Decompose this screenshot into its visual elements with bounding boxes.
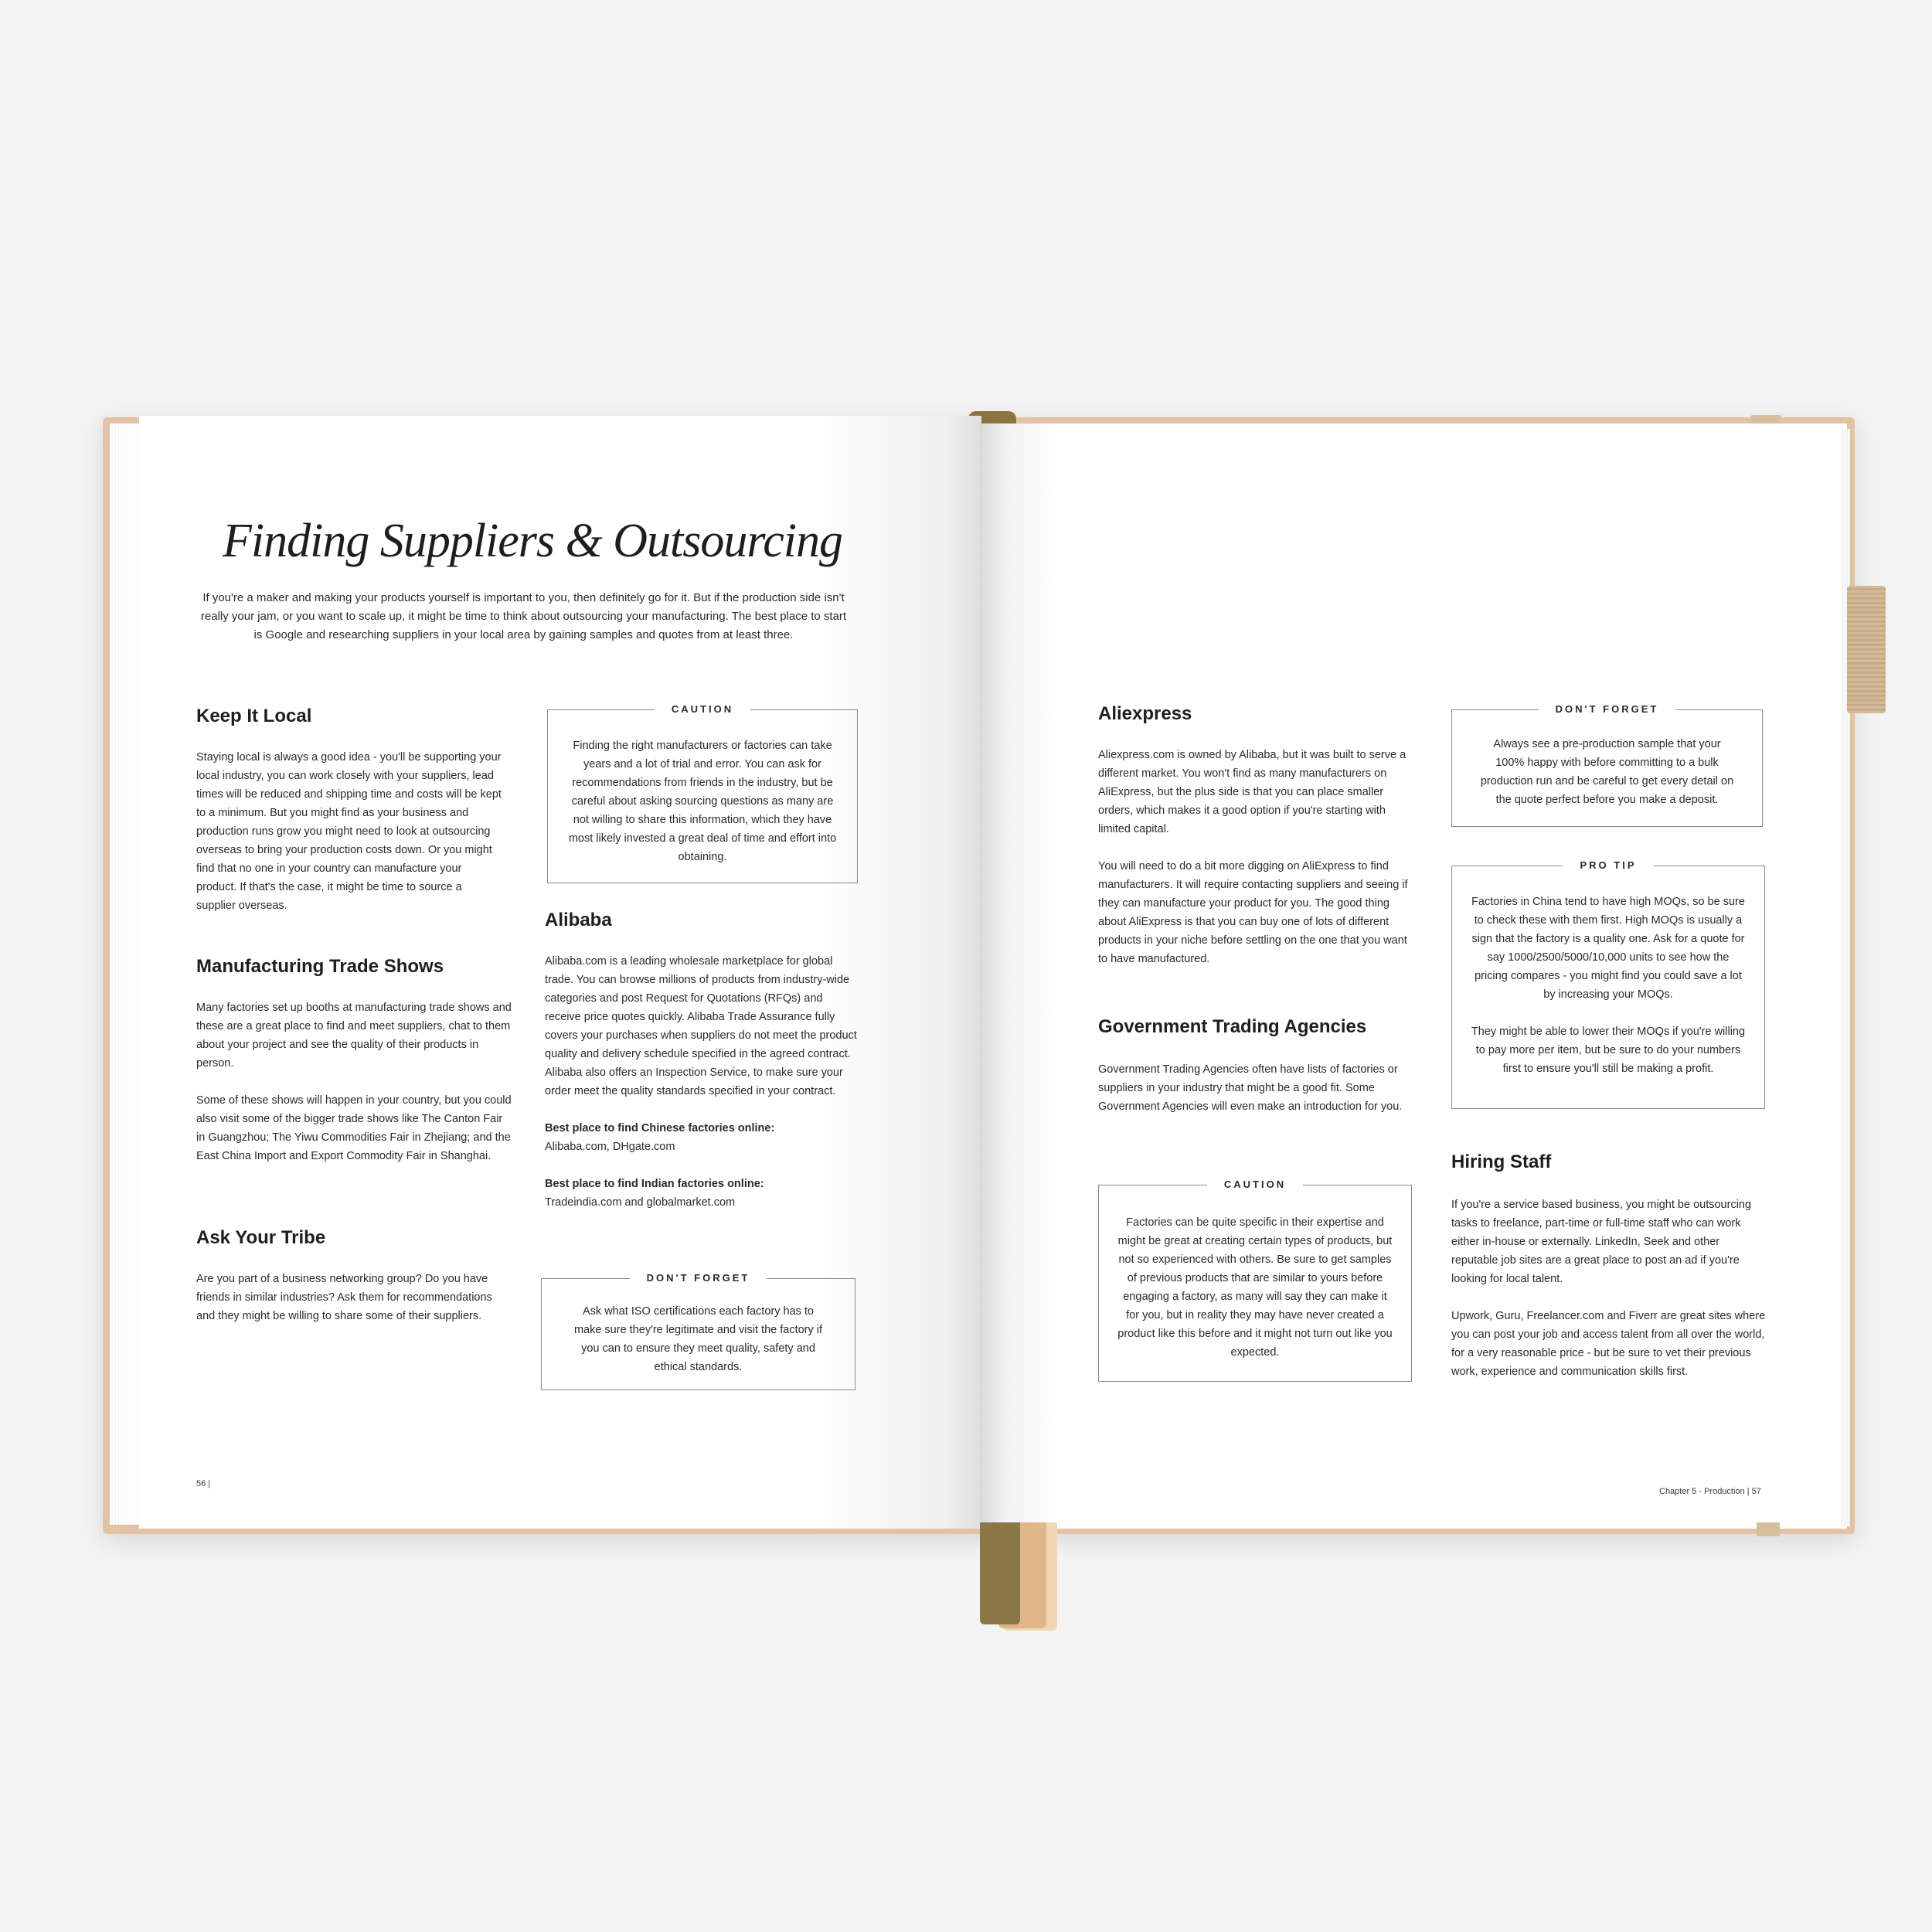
hiring-body	[1451, 1196, 1767, 1400]
hiring-paragraph-2: Upwork, Guru, Freelancer.com and Fiverr are great sites where you can post your job and access talent from all over the world, for a very reasonable price - but be sure to vet their previous work, experience and communication skills first.	[1451, 1310, 1766, 1378]
heading-keep-it-local: Keep It Local	[196, 706, 312, 726]
caution-label-right: CAUTION	[1207, 1178, 1303, 1192]
indian-factories-value: Tradeindia.com and globalmarket.com	[545, 1196, 736, 1209]
indian-factories-label: Best place to find Indian factories online:	[545, 1178, 764, 1190]
alibaba-chinese-factories	[545, 1119, 860, 1156]
caution-text-right: Factories can be quite specific in their expertise and might be great at creating certain types of products, but not so experienced with others. Be sure to get samples of previous products that are similar to yours before engaging a factory, as many will say they can make it for you, but in reality they may have never created a product like this before and it might not turn out like you expected.	[1117, 1216, 1393, 1359]
heading-aliexpress: Aliexpress	[1098, 703, 1192, 724]
alibaba-paragraph: Alibaba.com is a leading wholesale marketplace for global trade. You can browse millions of products from industry-wide categories and post Request for Quotations (RFQs) and receive price quotes quickly. Alibaba Trade Assurance fully covers your purchases when suppliers do not meet the product quality and delivery schedule specified in the agreed contract. Alibaba also offers an Inspection Service, to make sure your order meet the quality standards specified in your contract.	[545, 955, 857, 1097]
pro-tip-paragraph-2: They might be able to lower their MOQs if you're willing to pay more per item, but be sure to do your numbers first to ensure you'll still be making a profit.	[1471, 1026, 1746, 1075]
heading-ask-your-tribe: Ask Your Tribe	[196, 1227, 326, 1248]
heading-trade-shows: Manufacturing Trade Shows	[196, 956, 444, 977]
caution-text: Finding the right manufacturers or factories can take years and a lot of trial and error. You can ask for recommendations from friends in the industry, but be careful about asking sourcing questions as many are not willing to share this information, which they have most likely invested a great deal of time and effort into obtaining.	[568, 740, 837, 863]
caution-label: CAUTION	[655, 702, 750, 716]
page-number-left: 56 |	[196, 1479, 211, 1488]
dont-forget-callout-right	[1451, 703, 1763, 827]
caution-callout-left	[547, 703, 858, 883]
trade-shows-paragraph-2: Some of these shows will happen in your country, but you could also visit some of the bigger trade shows like The Canton Fair in Guangzhou; The Yiwu Commodities Fair in Zhejiang; and the East China Import and Export Commodity Fair in Shanghai.	[196, 1094, 512, 1162]
ribbon-marker-olive	[980, 1522, 1020, 1624]
elastic-loop-bottom	[1757, 1522, 1780, 1536]
page-footer-right: Chapter 5 - Production | 57	[1659, 1487, 1761, 1496]
pro-tip-callout	[1451, 859, 1765, 1109]
trade-shows-body	[196, 998, 512, 1184]
aliexpress-body	[1098, 746, 1413, 987]
tribe-body: Are you part of a business networking group? Do you have friends in similar industries? Ask them for recommendations and they might be willing to share some of their suppliers.	[196, 1273, 492, 1322]
alibaba-body	[545, 952, 860, 1230]
government-body: Government Trading Agencies often have lists of factories or suppliers in your industry that might be a good fit. Some Government Agencies will even make an introduction for you.	[1098, 1063, 1403, 1113]
chinese-factories-value: Alibaba.com, DHgate.com	[545, 1141, 675, 1153]
dont-forget-label-right: DON'T FORGET	[1539, 702, 1676, 716]
page-edges-left	[110, 423, 141, 1525]
heading-alibaba: Alibaba	[545, 910, 612, 930]
dont-forget-text-right: Always see a pre-production sample that your 100% happy with before committing to a bulk production run and be careful to get every detail on the quote perfect before you make a deposit.	[1480, 738, 1734, 806]
pro-tip-paragraph-1: Factories in China tend to have high MOQs, so be sure to check these with them first. High MOQs is usually a sign that the factory is a quality one. Ask for a quote for say 1000/2500/5000/10,000 units to see how the pricing compares - you might find you could save a lot by increasing your MOQs.	[1471, 896, 1745, 1001]
trade-shows-paragraph-1: Many factories set up booths at manufacturing trade shows and these are a great place to find and meet suppliers, chat to them about your project and see the quality of their products in person.	[196, 1002, 512, 1070]
caution-callout-right	[1098, 1179, 1412, 1382]
alibaba-indian-factories	[545, 1175, 860, 1212]
hiring-paragraph-1: If you're a service based business, you might be outsourcing tasks to freelance, part-time or full-time staff who can work either in-house or externally. LinkedIn, Seek and other reputable job sites are a great place to post an ad if you're looking for local talent.	[1451, 1199, 1752, 1285]
pro-tip-text	[1471, 893, 1746, 1078]
heading-hiring-staff: Hiring Staff	[1451, 1151, 1552, 1172]
intro-paragraph: If you're a maker and making your products yourself is important to you, then definitely go for it. But if the production side isn't really your jam, or you want to scale up, it might be time to think about outsourcing your manufacturing. The best place to start is Google and researching suppliers in your local area by gaining samples and quotes from at least three.	[200, 591, 847, 641]
pro-tip-label: PRO TIP	[1563, 859, 1653, 872]
chinese-factories-label: Best place to find Chinese factories online:	[545, 1122, 775, 1134]
dont-forget-label: DON'T FORGET	[630, 1271, 767, 1285]
heading-government-agencies: Government Trading Agencies	[1098, 1016, 1367, 1037]
aliexpress-paragraph-2: You will need to do a bit more digging on AliExpress to find manufacturers. It will require contacting suppliers and seeing if they can manufacture your product for you. The good thing about AliExpress is that you can buy one of lots of different products in your niche before settling on the one that you want to have manufactured.	[1098, 860, 1408, 965]
dont-forget-callout-left	[541, 1272, 855, 1390]
dont-forget-text: Ask what ISO certifications each factory has to make sure they're legitimate and visit the factory if you can to ensure they meet quality, safety and ethical standards.	[573, 1305, 823, 1373]
elastic-band	[1847, 586, 1886, 713]
aliexpress-paragraph-1: Aliexpress.com is owned by Alibaba, but it was built to serve a different market. You won't find as many manufacturers on AliExpress, but the plus side is that you can place smaller orders, which makes it a good option if you're starting with limited capital.	[1098, 749, 1406, 835]
keep-local-body: Staying local is always a good idea - you'll be supporting your local industry, you can work closely with your suppliers, lead times will be reduced and shipping time and costs will be kept to a minimum. But you might find as your business and production runs grow you might need to look at outsourcing overseas to bring your production costs down. Or you might find that no one in your country can manufacture your product. If that's the case, it might be time to source a supplier overseas.	[196, 751, 502, 912]
page-title: Finding Suppliers & Outsourcing	[223, 515, 842, 567]
